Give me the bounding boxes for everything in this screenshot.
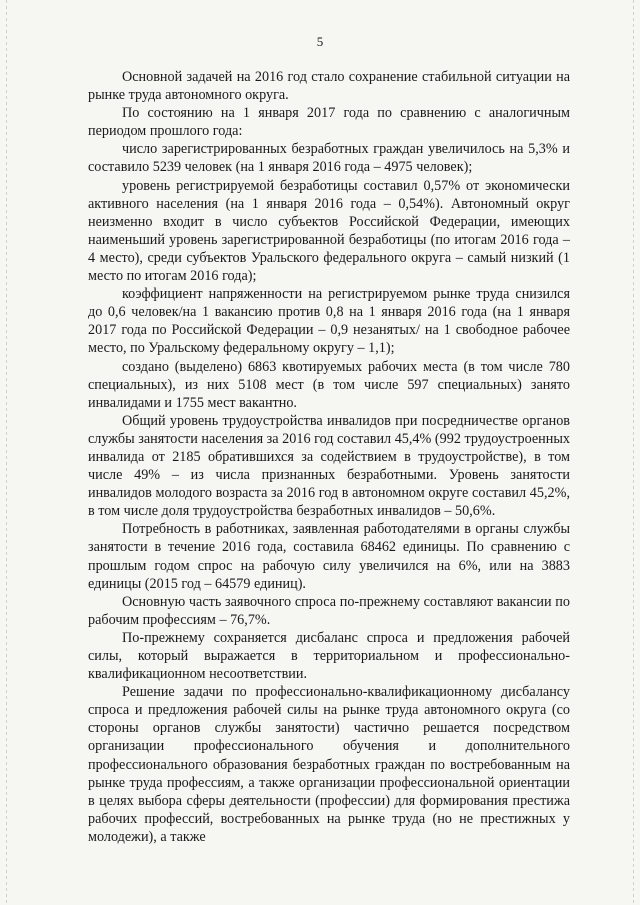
paragraph: Основную часть заявочного спроса по-прежнему составляют вакансии по рабочим профессиям – 76,7%. xyxy=(88,593,570,628)
paragraph: По-прежнему сохраняется дисбаланс спроса и предложения рабочей силы, который выражается в территориальном и профессионально-квалификационном несоответствии. xyxy=(88,629,570,683)
paragraph: Потребность в работниках, заявленная работодателями в органы службы занятости в течение 2016 года, составила 68462 единицы. По сравнению с прошлым годом спрос на рабочую силу увеличился на 6%, или на 3883 единицы (2015 год – 64579 единиц). xyxy=(88,521,570,592)
paragraph: Основной задачей на 2016 год стало сохранение стабильной ситуации на рынке труда автономного округа. xyxy=(88,69,570,104)
paragraph: создано (выделено) 6863 квотируемых рабочих места (в том числе 780 специальных), из них 5108 мест (в том числе 597 специальных) занято инвалидами и 1755 мест вакантно. xyxy=(88,358,570,411)
paragraph: По состоянию на 1 января 2017 года по сравнению с аналогичным периодом прошлого года: xyxy=(88,105,570,140)
paragraph: Решение задачи по профессионально-квалификационному дисбалансу спроса и предложения рабочей силы на рынке труда автономного округа (со стороны органов службы занятости) частично решается посредством организации профессионального обучения и дополнительного профессионального образования безработных граждан по востребованным на рынке труда профессиям, а также организации профессиональной ориентации в целях выбора сферы деятельности (профессии) для формирования престижа рабочих профессий, востребованных на рынке труда (но не престижных у молодежи), а также xyxy=(88,684,570,845)
paragraph: уровень регистрируемой безработицы составил 0,57% от экономически активного населения (на 1 января 2016 года – 0,54%). Автономный округ неизменно входит в число субъектов Российской Федерации, имеющих наименьший уровень зарегистрированной безработицы (по итогам 2016 года – 4 место), среди субъектов Уральского федерального округа – самый низкий (1 место по итогам 2016 года); xyxy=(88,177,570,285)
paragraph: Общий уровень трудоустройства инвалидов при посредничестве органов службы занятости населения за 2016 год составил 45,4% (992 трудоустроенных инвалида от 2185 обратившихся за содействием в трудоустройстве), в том числе 49% – из числа признанных безработными. Уровень занятости инвалидов молодого возраста за 2016 год в автономном округе составил 45,2%, в том числе доля трудоустройства безработных инвалидов – 50,6%. xyxy=(88,412,570,520)
page-number: 5 xyxy=(316,34,324,49)
paragraph: коэффициент напряженности на регистрируемом рынке труда снизился до 0,6 человек/на 1 вакансию против 0,8 на 1 января 2016 года (на 1 января 2017 года по Российской Федерации – 0,9 незанятых/ на 1 свободное рабочее место, по Уральскому федеральному округу – 1,1); xyxy=(88,286,570,357)
scan-edge-left xyxy=(6,0,7,905)
paragraph: число зарегистрированных безработных граждан увеличилось на 5,3% и составило 5239 человек (на 1 января 2016 года – 4975 человек); xyxy=(88,141,570,176)
scan-edge-right xyxy=(633,0,634,905)
document-body xyxy=(88,68,570,846)
